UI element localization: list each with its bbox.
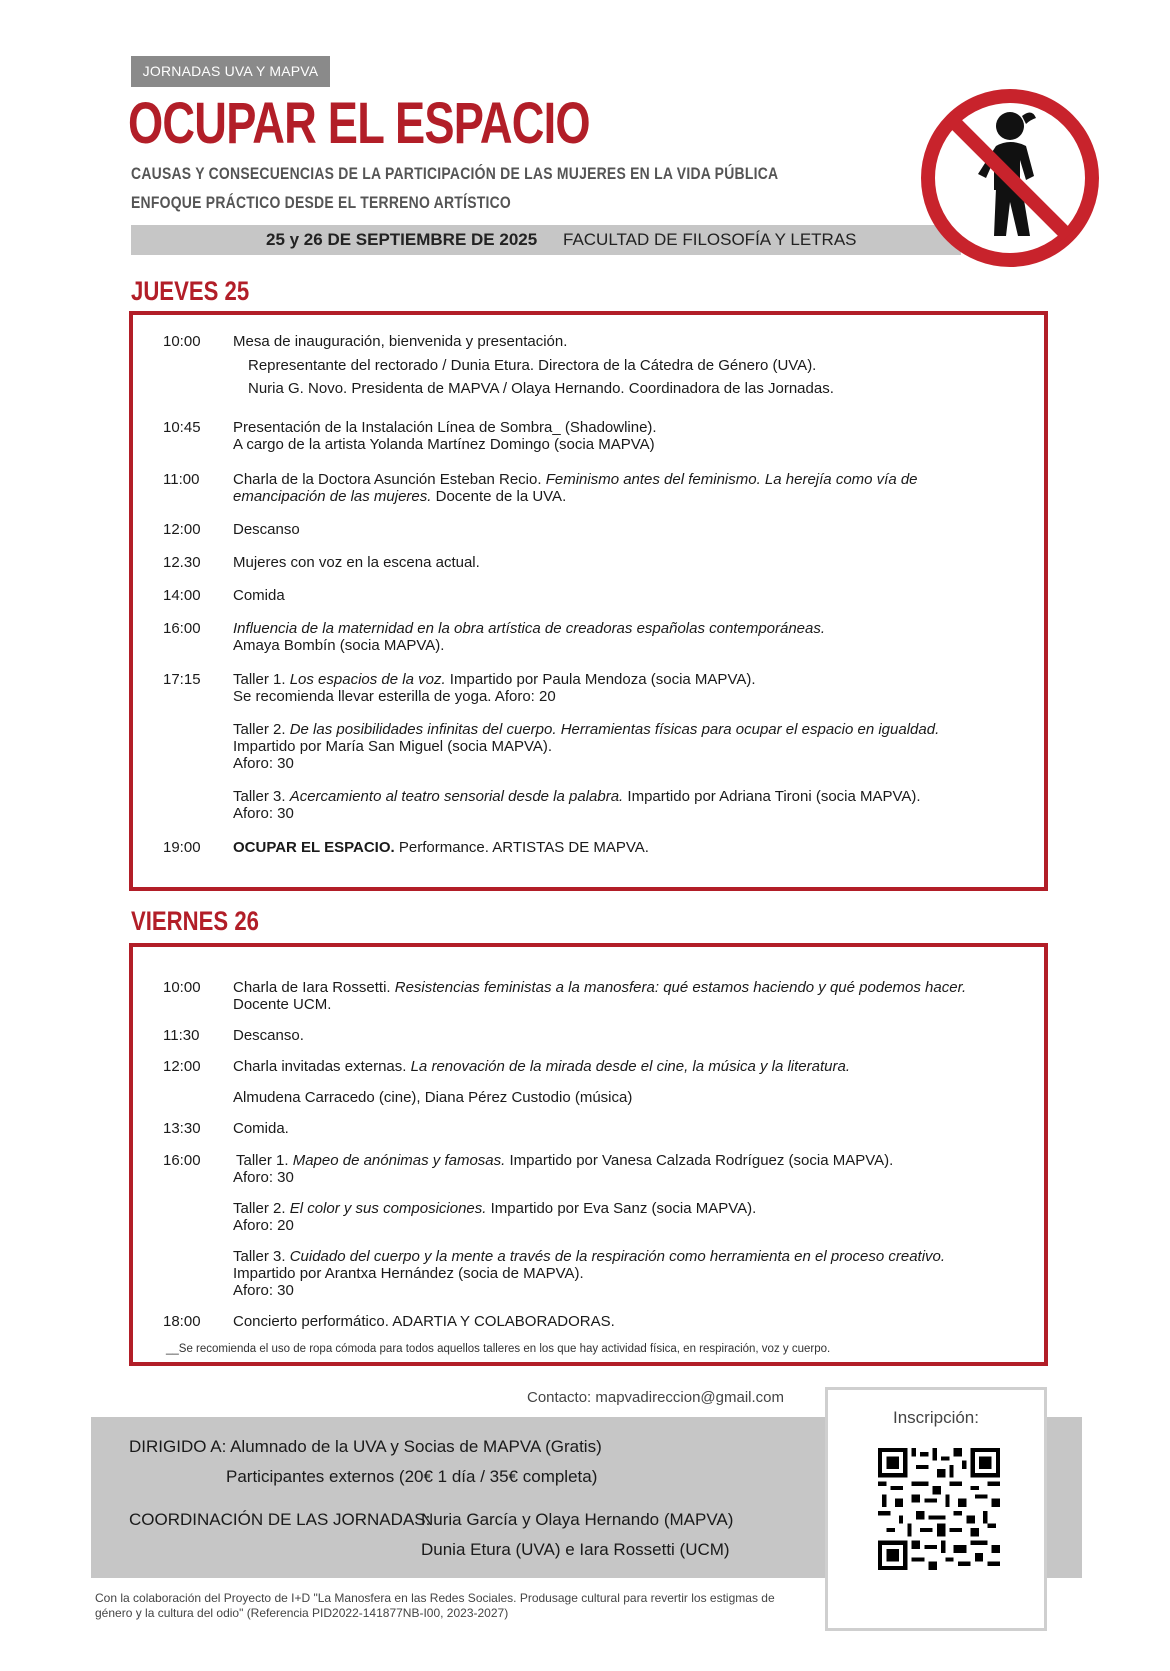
event-tag: JORNADAS UVA Y MAPVA [131,56,330,87]
workshop-label: Taller 1. [236,1152,293,1169]
time-label: 14:00 [163,587,201,604]
item-text: Aforo: 30 [233,1169,294,1186]
workshop-title: Mapeo de anónimas y famosas. [292,1152,506,1169]
item-text: A cargo de la artista Yolanda Martínez Domingo (socia MAPVA) [233,436,655,453]
time-label: 18:00 [163,1313,201,1330]
page-title: OCUPAR EL ESPACIO [128,91,590,156]
time-label: 16:00 [163,620,201,637]
item-text-italic: La renovación de la mirada desde el cine, la música y la literatura. [410,1058,850,1075]
workshop-label: Taller 3. [233,788,290,805]
time-label: 10:45 [163,419,201,436]
item-text [233,979,1023,996]
time-label: 11:30 [163,1027,200,1044]
target-price: (Gratis) [540,1437,602,1456]
time-label: 12:00 [163,521,201,538]
item-text: Comida. [233,1120,289,1137]
item-text: Concierto performático. ADARTIA Y COLABORADORAS. [233,1313,615,1330]
workshop-label: Taller 3. [233,1248,290,1265]
registration-label: Inscripción: [893,1408,979,1427]
workshop-title: Los espacios de la voz. [289,671,446,688]
workshop-label: Taller 2. [233,1200,290,1217]
item-text: Descanso. [233,1027,304,1044]
time-label: 19:00 [163,839,201,856]
item-text-pre: Charla de Iara Rossetti. [233,979,395,996]
workshop-info: Impartido por Vanesa Calzada Rodríguez (socia MAPVA). [505,1152,894,1169]
date-bar [131,225,961,255]
workshop-label: Taller 2. [233,721,290,738]
event-date: 25 y 26 DE SEPTIEMBRE DE 2025 [266,230,538,249]
workshop-1 [236,1152,1026,1169]
registration-box [825,1387,1047,1631]
time-label: 16:00 [163,1152,201,1169]
item-text: Aforo: 30 [233,805,294,822]
workshop-title: Acercamiento al teatro sensorial desde la palabra. [289,788,624,805]
workshop-info: Impartido por Paula Mendoza (socia MAPVA). [445,671,756,688]
no-entry-woman-icon [910,88,1110,268]
workshop-3 [233,1248,1023,1265]
workshop-info: Impartido por Eva Sanz (socia MAPVA). [486,1200,757,1217]
item-text: Aforo: 30 [233,1282,294,1299]
item-text [233,1058,1023,1075]
item-text: Impartido por María San Miguel (socia MAPVA). [233,738,553,755]
credits: Con la colaboración del Proyecto de I+D "La Manosfera en las Redes Sociales. Produsage cultural para revertir los estigmas de género y la cultura del odio" (Referencia PID2022-141877NB-I00, 2023-2027) [95,1591,775,1620]
item-text-italic: Resistencias feministas a la manosfera: qué estamos haciendo y qué podemos hacer. [394,979,967,996]
target-value: Alumnado de la UVA y Socias de MAPVA [230,1437,541,1456]
coordination-label: COORDINACIÓN DE LAS JORNADAS: [129,1510,431,1529]
item-text-post: Docente de la UVA. [431,488,567,505]
item-text: Aforo: 20 [233,1217,294,1234]
item-text: Almudena Carracedo (cine), Diana Pérez Custodio (música) [233,1089,633,1106]
time-label: 12.30 [163,554,201,571]
time-label: 12:00 [163,1058,201,1075]
workshop-title: De las posibilidades infinitas del cuerpo. Herramientas físicas para ocupar el espacio en igualdad. [289,721,940,738]
time-label: 17:15 [163,671,201,688]
contact-email[interactable]: Contacto: mapvadireccion@gmail.com [527,1389,784,1406]
target-audience [129,1437,602,1457]
workshop-3 [233,788,1023,805]
workshop-info: Impartido por Adriana Tironi (socia MAPVA). [623,788,921,805]
item-text: Aforo: 30 [233,755,294,772]
workshop-1 [233,671,1023,688]
event-place: FACULTAD DE FILOSOFÍA Y LETRAS [563,230,857,249]
item-text: Mujeres con voz en la escena actual. [233,554,480,571]
coordination-2: Dunia Etura (UVA) e Iara Rossetti (UCM) [421,1540,730,1559]
item-text [233,471,953,505]
time-label: 10:00 [163,979,201,996]
day-title-thursday: JUEVES 25 [131,276,250,306]
external-participants: Participantes externos (20€ 1 día / 35€ completa) [226,1467,598,1486]
coordination-1: Nuria García y Olaya Hernando (MAPVA) [421,1510,734,1529]
time-label: 10:00 [163,333,201,350]
day-title-friday: VIERNES 26 [131,906,259,936]
target-label: DIRIGIDO A: [129,1437,231,1456]
item-text-pre: Charla de la Doctora Asunción Esteban Recio. [233,471,546,488]
workshop-title: Cuidado del cuerpo y la mente a través de la respiración como herramienta en el proceso creativo. [289,1248,946,1265]
item-text-italic: Feminismo antes del feminismo. La herejía como vía de emancipación de las mujeres. [233,471,918,505]
item-text: Descanso [233,521,300,538]
subtitle-1: CAUSAS Y CONSECUENCIAS DE LA PARTICIPACIÓN DE LAS MUJERES EN LA VIDA PÚBLICA [131,164,779,183]
workshop-label: Taller 1. [233,671,290,688]
item-text-bold: OCUPAR EL ESPACIO. [233,839,395,856]
item-text: Nuria G. Novo. Presidenta de MAPVA / Olaya Hernando. Coordinadora de las Jornadas. [248,380,834,397]
qr-code-icon[interactable] [878,1448,1000,1570]
item-text: Docente UCM. [233,996,332,1013]
item-text: Se recomienda llevar esterilla de yoga. Aforo: 20 [233,688,556,705]
workshop-2 [233,1200,1023,1217]
subtitle-2: ENFOQUE PRÁCTICO DESDE EL TERRENO ARTÍSTICO [131,193,512,212]
footnote: __Se recomienda el uso de ropa cómoda para todos aquellos talleres en los que hay actividad física, en respiración, voz y cuerpo. [166,1343,831,1355]
item-text-pre: Charla invitadas externas. [233,1058,411,1075]
workshop-title: El color y sus composiciones. [289,1200,487,1217]
item-text: Mesa de inauguración, bienvenida y presentación. [233,333,568,350]
item-text: Presentación de la Instalación Línea de Sombra_ (Shadowline). [233,419,657,436]
item-text: Amaya Bombín (socia MAPVA). [233,637,445,654]
item-text-italic: Influencia de la maternidad en la obra artística de creadoras españolas contemporáneas. [233,620,826,637]
item-text-post: Performance. ARTISTAS DE MAPVA. [394,839,649,856]
item-text [233,620,1023,637]
time-label: 13:30 [163,1120,201,1137]
workshop-2 [233,721,1023,738]
item-text: Comida [233,587,285,604]
item-text: Representante del rectorado / Dunia Etura. Directora de la Cátedra de Género (UVA). [248,357,817,374]
item-text: Impartido por Arantxa Hernández (socia de MAPVA). [233,1265,584,1282]
item-text [233,839,1023,856]
time-label: 11:00 [163,471,200,488]
